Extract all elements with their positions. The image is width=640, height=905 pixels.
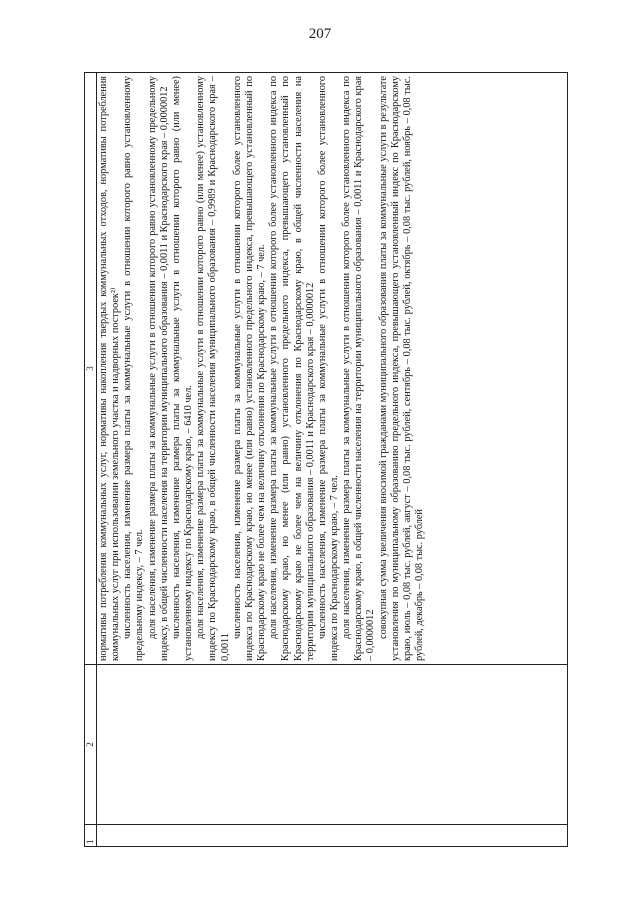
header-col-2: 2 <box>85 665 97 825</box>
body-col-2 <box>97 665 568 825</box>
paragraph-share-above-index: доля населения, изменение размера платы за коммунальные услуги в отношении которого более установленного индекса по Краснодарскому краю, в общей численности населения на территории муниципального образования – 0,0011 и Краснодарского края – 0,0000012 <box>341 76 377 661</box>
paragraph-population-above-index: численность населения, изменение размера платы за коммунальные услуги в отношении которого более установленного индекса по Краснодарскому краю, – 7 чел. <box>316 76 340 661</box>
table-header-row <box>85 73 97 847</box>
page-number: 207 <box>308 26 332 42</box>
paragraph-share-below-index: доля населения, изменение размера платы за коммунальные услуги в отношении которого равно (или менее) установленному индексу по Краснодарскому краю, в общей численности населения муниципального образования – 0,9989 и Краснодарского края – 0,0011 <box>195 76 231 661</box>
rotated-table-frame <box>84 72 568 847</box>
header-col-1: 1 <box>85 825 97 847</box>
paragraph-population-between: численность населения, изменение размера платы за коммунальные услуги в отношении которого более установленного индекса по Краснодарскому краю, но менее (или равно) установленного предельного индекса, превышающего установленный по Краснодарскому краю не более чем на величину отклонения по Краснодарскому краю, – 7 чел. <box>231 76 268 661</box>
table-body-row <box>97 73 568 847</box>
paragraph-total-increase: совокупная сумма увеличения вносимой гражданами муниципального образования платы за коммунальные услуги в результате установления по муниципальному образованию предельного индекса, превышающего установленный индекс по Краснодарскому краю, июль – 0,08 тыс. рублей, август – 0,08 тыс. рублей, сентябрь – 0,08 тыс. рублей, октябрь – 0,08 тыс. рублей, ноябрь – 0,08 тыс. рублей, декабрь – 0,08 тыс. рублей <box>377 76 426 661</box>
header-col-3: 3 <box>85 73 97 665</box>
rotated-table <box>84 72 568 847</box>
body-col-1 <box>97 825 568 847</box>
paragraph-population-equal-limit: численность населения, изменение размера платы за коммунальные услуги в отношении которого равно установленному предельному индексу, – 7 чел. <box>122 76 146 661</box>
paragraph-share-between: доля населения, изменение размера платы за коммунальные услуги в отношении которого более установленного индекса по Краснодарскому краю, но менее (или равно) установленного предельного индекса, превышающего установленный по Краснодарскому краю не более чем на величину отклонения по Краснодарскому краю, в общей численности населения на территории муниципального образования – 0,0011 и Краснодарского края – 0,0000012 <box>268 76 316 661</box>
paragraph-population-below-index: численность населения, изменение размера платы за коммунальные услуги в отношении которого равно (или менее) установленному индексу по Краснодарскому краю, – 6410 чел. <box>170 76 195 661</box>
body-col-3 <box>97 73 568 665</box>
paragraph-norms: нормативы потребления коммунальных услуг, нормативы накопления твердых коммунальных отходов, нормативы потребления коммунальных услуг при использовании земельного участка и надворных построек²⁾ <box>98 76 122 661</box>
paragraph-share-equal-limit: доля населения, изменение размера платы за коммунальные услуги в отношении которого равно установленному предельному индексу, в общей численности населения на территории муниципального образования – 0,0011 и Краснодарского края – 0,0000012 <box>146 76 170 661</box>
document-table <box>84 72 568 847</box>
